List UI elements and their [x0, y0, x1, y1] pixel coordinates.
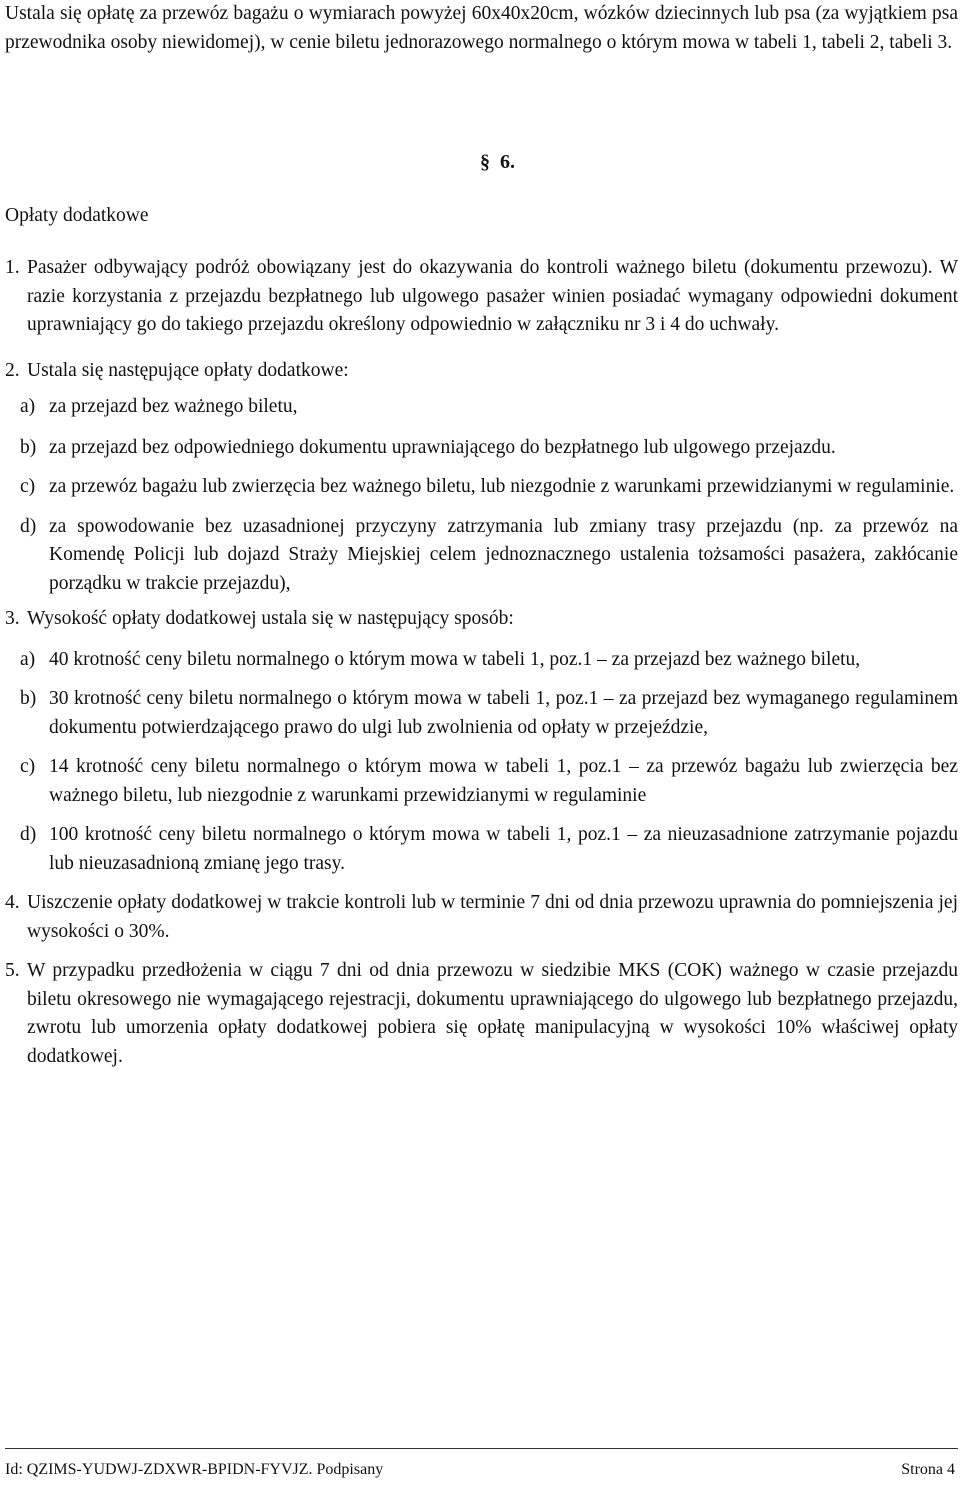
sub-item-text: 30 krotność ceny biletu normalnego o którym mowa w tabeli 1, poz.1 – za przejazd bez wymaganego regulaminem dokumentu potwierdzającego prawo do ulgi lub zwolnienia od opłaty w przejeździe,: [49, 688, 958, 738]
item-number: 5.: [5, 960, 20, 981]
sub-item: [5, 753, 958, 810]
list-item: [5, 357, 958, 386]
list-item: [5, 957, 958, 1071]
sub-item: [5, 646, 958, 675]
footer-divider: [5, 1448, 958, 1449]
section-number: 6.: [500, 151, 515, 173]
sub-item-text: za przejazd bez odpowiedniego dokumentu uprawniającego do bezpłatnego lub ulgowego przejazdu.: [49, 436, 836, 458]
sub-item-text: 100 krotność ceny biletu normalnego o którym mowa w tabeli 1, poz.1 – za nieuzasadnione zatrzymanie pojazdu lub nieuzasadnioną zmianę jego trasy.: [49, 824, 958, 874]
sub-item-label: d): [20, 824, 37, 845]
list-item: [5, 254, 958, 340]
item-text: Uiszczenie opłaty dodatkowej w trakcie kontroli lub w terminie 7 dni od dnia przewozu uprawnia do pomniejszenia jej wysokości o 30%.: [27, 892, 958, 942]
item-text: W przypadku przedłożenia w ciągu 7 dni od dnia przewozu w siedzibie MKS (COK) ważnego w czasie przejazdu biletu okresowego nie wymagającego rejestracji, dokumentu uprawniającego do ulgowego lub bezpłatnego przejazdu, zwrotu lub umorzenia opłaty dodatkowej pobiera się opłatę manipulacyjną w wysokości 10% właściwej opłaty dodatkowej.: [27, 960, 958, 1067]
sub-item: [5, 393, 958, 422]
item-text: Wysokość opłaty dodatkowej ustala się w następujący sposób:: [27, 608, 514, 629]
sub-item-label: b): [20, 688, 37, 709]
item-number: 4.: [5, 892, 20, 913]
section-symbol: §: [480, 151, 490, 173]
document-id: Id: QZIMS-YUDWJ-ZDXWR-BPIDN-FYVJZ. Podpisany: [5, 1461, 384, 1478]
item-number: 3.: [5, 608, 20, 629]
list-item: [5, 605, 958, 634]
item-text: Ustala się następujące opłaty dodatkowe:: [27, 359, 349, 381]
section-content: [5, 254, 958, 1071]
sub-item-text: za przejazd bez ważnego biletu,: [49, 396, 298, 417]
sub-item: [5, 513, 958, 599]
section-title: Opłaty dodatkowe: [5, 205, 149, 226]
page-number: Strona 4: [901, 1461, 955, 1478]
sub-item-label: b): [20, 436, 37, 458]
sub-item-text: 14 krotność ceny biletu normalnego o którym mowa w tabeli 1, poz.1 – za przewóz bagażu lub zwierzęcia bez ważnego biletu, lub niezgodnie z warunkami przewidzianymi w regulaminie: [49, 756, 958, 806]
list-item: [5, 889, 958, 946]
sub-item-label: a): [20, 396, 36, 417]
intro-paragraph: Ustala się opłatę za przewóz bagażu o wymiarach powyżej 60x40x20cm, wózków dziecinnych lub psa (za wyjątkiem psa przewodnika osoby niewidomej), w cenie biletu jednorazowego normalnego o którym mowa w tabeli 1, tabeli 2, tabeli 3.: [5, 3, 958, 53]
sub-item-label: c): [20, 476, 36, 497]
sub-item: [5, 685, 958, 742]
item-number: 2.: [5, 359, 20, 381]
sub-item-label: c): [20, 756, 36, 777]
sub-item-label: d): [20, 515, 37, 537]
sub-item: [5, 473, 958, 502]
sub-item-text: 40 krotność ceny biletu normalnego o którym mowa w tabeli 1, poz.1 – za przejazd bez ważnego biletu,: [49, 648, 861, 670]
item-text: Pasażer odbywający podróż obowiązany jest do okazywania do kontroli ważnego biletu (dokumentu przewozu). W razie korzystania z przejazdu bezpłatnego lub ulgowego pasażer winien posiadać wymagany odpowiedni dokument uprawniający go do takiego przejazdu określony odpowiednio w załączniku nr 3 i 4 do uchwały.: [27, 257, 958, 335]
sub-item: [5, 434, 958, 463]
sub-item-text: za przewóz bagażu lub zwierzęcia bez ważnego biletu, lub niezgodnie z warunkami przewidzianymi w regulaminie.: [49, 476, 955, 497]
section-heading: [480, 148, 515, 177]
sub-item-label: a): [20, 648, 36, 670]
item-number: 1.: [5, 257, 20, 278]
sub-item: [5, 821, 958, 878]
sub-item-text: za spowodowanie bez uzasadnionej przyczyny zatrzymania lub zmiany trasy przejazdu (np. za przewóz na Komendę Policji lub dojazd Straży Miejskiej celem jednoznacznego ustalenia tożsamości pasażera, zakłócanie porządku w trakcie przejazdu),: [49, 515, 958, 594]
